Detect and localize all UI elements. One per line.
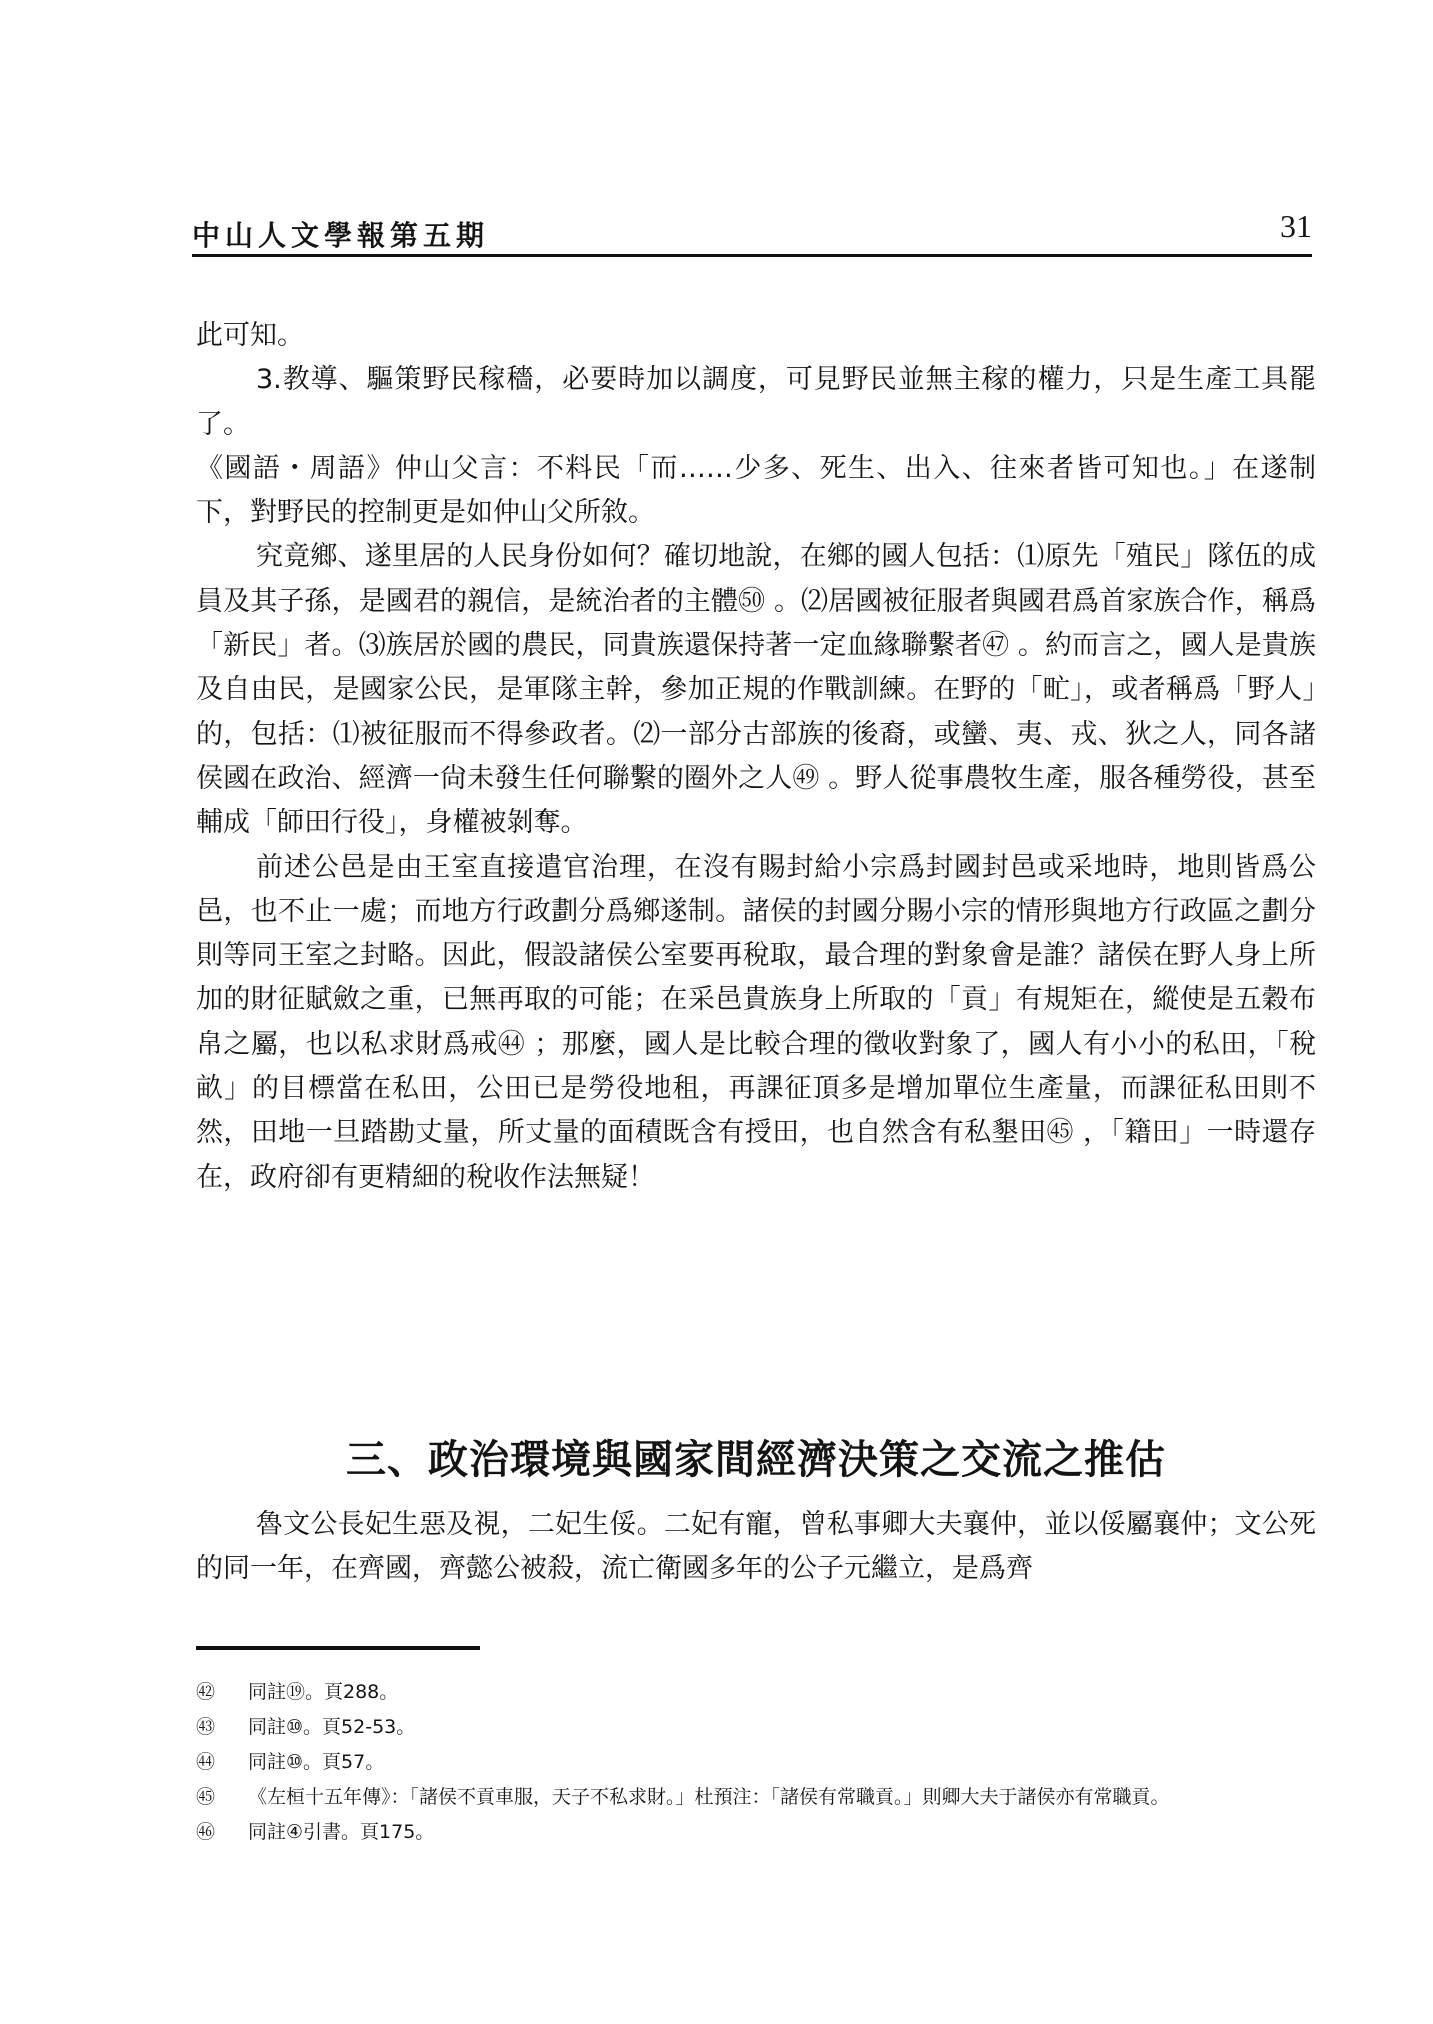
footnote-text: 《左桓十五年傳》：「諸侯不貢車服，天子不私求財。」杜預注：「諸侯有常職貢。」則卿大夫于諸侯亦有常職貢。: [248, 1786, 1170, 1808]
body-text: [196, 314, 1316, 1200]
running-head: [192, 208, 1312, 256]
footnote-mark: ㊹: [196, 1751, 216, 1773]
footnote-rule: [196, 1646, 480, 1650]
footnote: [196, 1710, 1316, 1745]
footnote-text: 同註⑲。頁288。: [248, 1681, 399, 1703]
paragraph: 《國語・周語》仲山父言：不料民「而……少多、死生、出入、往來者皆可知也。」在遂制下，對野民的控制更是如仲山父所敘。: [196, 452, 1316, 529]
paragraph: 前述公邑是由王室直接遣官治理，在沒有賜封給小宗爲封國封邑或采地時，地則皆爲公邑，也不止一處；而地方行政劃分爲鄉遂制。諸侯的封國分賜小宗的情形與地方行政區之劃分則等同王室之封略。因此，假設諸侯公室要再稅取，最合理的對象會是誰？諸侯在野人身上所加的財征賦斂之重，已無再取的可能；在采邑貴族身上所取的「貢」有規矩在，縱使是五穀布帛之屬，也以私求財爲戒㊹ ；那麼，國人是比較合理的徵收對象了，國人有小小的私田，「稅畝」的目標當在私田，公田已是勞役地租，再課征頂多是增加單位生產量，而課征私田則不然，田地一旦踏勘丈量，所丈量的面積既含有授田，也自然含有私墾田㊺ ，「籍田」一時還存在，政府卻有更精細的稅收作法無疑！: [196, 851, 1316, 1193]
footnote: [196, 1815, 1316, 1850]
journal-title: 中山人文學報第五期: [192, 219, 490, 252]
footnotes: [196, 1675, 1316, 1850]
page-number: 31: [1280, 208, 1312, 244]
section-heading: 三、政治環境與國家間經濟決策之交流之推估: [346, 1437, 1166, 1483]
footnote-text: 同註⑩。頁52-53。: [248, 1716, 416, 1738]
header-rule: [192, 254, 1312, 257]
footnote-mark: ㊸: [196, 1716, 216, 1738]
paragraph: 魯文公長妃生惡及視，二妃生俀。二妃有寵，曾私事卿大夫襄仲，並以俀屬襄仲；文公死的同一年，在齊國，齊懿公被殺，流亡衛國多年的公子元繼立，是爲齊: [196, 1509, 1316, 1585]
footnote-mark: ㊺: [196, 1786, 216, 1808]
paragraph: 3.教導、驅策野民稼穡，必要時加以調度，可見野民並無主稼的權力，只是生產工具罷了。: [196, 364, 1316, 440]
footnote-text: 同註⑩。頁57。: [248, 1751, 385, 1773]
footnote-mark: ㊻: [196, 1821, 216, 1843]
footnote: [196, 1745, 1316, 1780]
paragraph: 此可知。: [196, 320, 304, 351]
footnote: [196, 1780, 1316, 1815]
body-text-continued: [196, 1503, 1316, 1592]
footnote: [196, 1675, 1316, 1710]
footnote-mark: ㊷: [196, 1681, 216, 1703]
footnote-text: 同註④引書。頁175。: [248, 1821, 435, 1843]
paragraph: 究竟鄉、遂里居的人民身份如何？確切地說，在鄉的國人包括：⑴原先「殖民」隊伍的成員及其子孫，是國君的親信，是統治者的主體㊿ 。⑵居國被征服者與國君爲首家族合作，稱爲「新民」者。⑶族居於國的農民，同貴族還保持著一定血緣聯繫者㊼ 。約而言之，國人是貴族及自由民，是國家公民，是軍隊主幹，參加正規的作戰訓練。在野的「甿」，或者稱爲「野人」的，包括：⑴被征服而不得參政者。⑵一部分古部族的後裔，或蠻、夷、戎、狄之人，同各諸侯國在政治、經濟一尙未發生任何聯繫的圈外之人㊾ 。野人從事農牧生產，服各種勞役，甚至輔成「師田行役」，身權被剝奪。: [196, 541, 1316, 839]
